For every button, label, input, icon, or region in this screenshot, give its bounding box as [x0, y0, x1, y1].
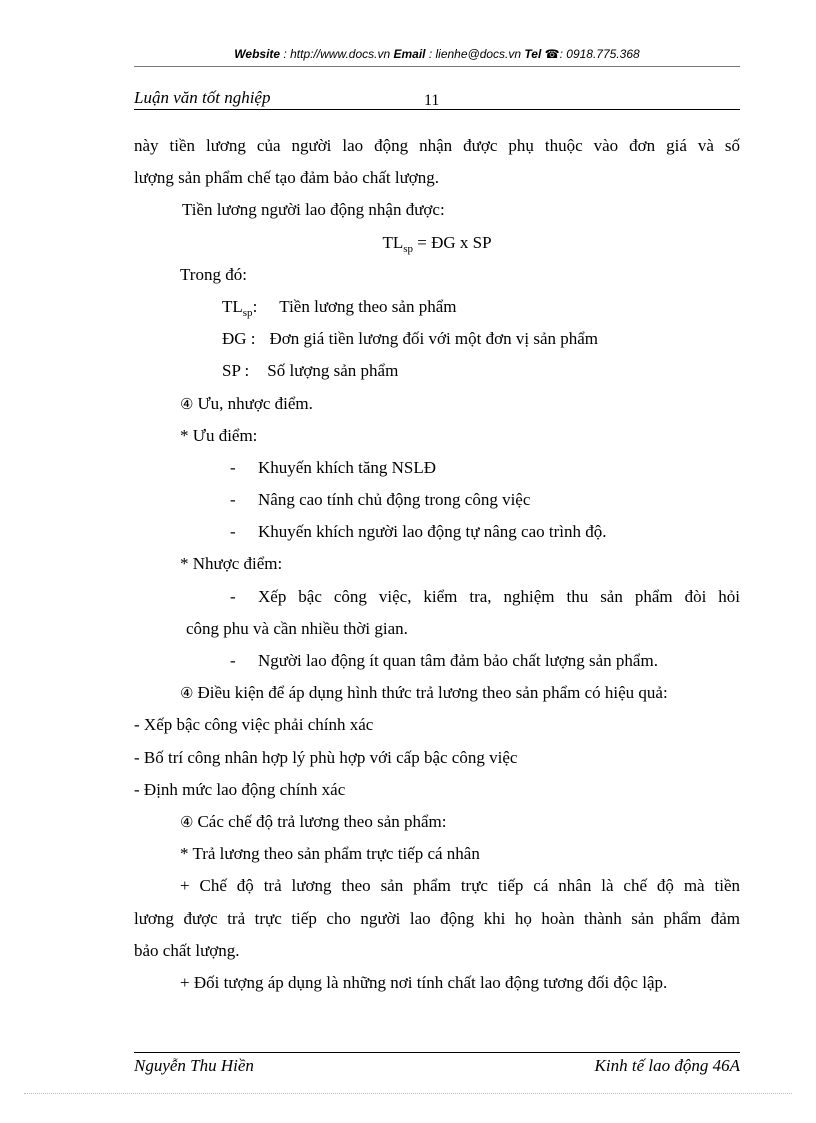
paragraph-line: lượng sản phẩm chế tạo đảm bảo chất lượng.: [134, 168, 440, 188]
list-item-text: Người lao động ít quan tâm đảm bảo chất lượng sản phẩm.: [258, 651, 658, 670]
tel-label: Tel: [524, 47, 542, 61]
list-item: [134, 516, 740, 548]
section-heading-text: Các chế độ trả lương theo sản phẩm:: [197, 811, 447, 831]
page-body: [134, 130, 740, 999]
definition-heading: Trong đó:: [180, 264, 247, 284]
list-item-text: Khuyến khích tăng NSLĐ: [258, 457, 437, 477]
condition-item: - Bố trí công nhân hợp lý phù hợp với cấp bậc công việc: [134, 747, 518, 767]
email-value: : lienhe@docs.vn: [425, 47, 525, 61]
definition-colon: :: [252, 296, 258, 316]
definition-symbol: TL: [222, 296, 243, 316]
phone-icon: ☎: [544, 47, 560, 61]
formula-subscript: sp: [403, 242, 413, 255]
list-item: [134, 452, 740, 484]
dash-bullet: -: [230, 586, 236, 606]
definition-symbol: SP :: [222, 361, 250, 381]
dash-bullet: -: [230, 457, 236, 477]
list-item-text: Nâng cao tính chủ động trong công việc: [258, 490, 531, 510]
website-label: Website: [234, 47, 281, 61]
paragraph-line: + Đối tượng áp dụng là những nơi tính chất lao động tương đối độc lập.: [180, 972, 668, 992]
list-item: [134, 581, 740, 613]
paragraph-line: lương được trả trực tiếp cho người lao động khi họ hoàn thành sản phẩm đảm: [134, 908, 740, 928]
footer-divider: [134, 1052, 740, 1053]
definition-text: Tiền lương theo sản phẩm: [279, 296, 457, 316]
page-bottom-dotted-line: [24, 1093, 792, 1094]
site-contact-bar: [134, 47, 740, 61]
circled-bullet-icon: ④: [180, 686, 194, 703]
definition-row: [134, 291, 740, 323]
list-item-text: Xếp bậc công việc, kiểm tra, nghiệm thu sản phẩm đòi hỏi: [258, 586, 740, 606]
tel-value: : 0918.775.368: [559, 47, 640, 61]
top-divider: [134, 66, 740, 67]
circled-bullet-icon: ④: [180, 396, 194, 413]
condition-item: - Xếp bậc công việc phải chính xác: [134, 715, 374, 735]
subsection-heading: * Trả lương theo sản phẩm trực tiếp cá nhân: [180, 844, 480, 864]
formula-expression: = ĐG x SP: [413, 232, 492, 252]
definition-text: Số lượng sản phẩm: [267, 361, 399, 381]
definition-symbol: ĐG :: [222, 329, 256, 349]
list-item: [134, 645, 740, 677]
definition-row: [134, 323, 740, 355]
paragraph-line: + Chế độ trả lương theo sản phẩm trực tiếp cá nhân là chế độ mà tiền: [180, 876, 740, 896]
circled-bullet-icon: ④: [180, 814, 194, 831]
condition-item: - Định mức lao động chính xác: [134, 779, 346, 799]
section-heading: [134, 388, 740, 420]
document-title: Luận văn tốt nghiệp: [134, 88, 271, 107]
section-heading: [134, 806, 740, 838]
dash-bullet: -: [230, 490, 236, 510]
formula: [134, 227, 740, 259]
website-value: : http://www.docs.vn: [280, 47, 394, 61]
author-name: Nguyễn Thu Hiền: [134, 1056, 254, 1075]
definition-text: Đơn giá tiền lương đối với một đơn vị sản phẩm: [269, 329, 599, 349]
header-divider: [134, 109, 740, 110]
section-heading: [134, 677, 740, 709]
dash-bullet: -: [230, 522, 236, 542]
page-number: 11: [424, 92, 440, 109]
formula-symbol: TL: [382, 232, 404, 252]
list-item: [134, 484, 740, 516]
paragraph-line: này tiền lương của người lao động nhận được phụ thuộc vào đơn giá và số: [134, 136, 740, 155]
section-heading-text: Điều kiện để áp dụng hình thức trả lương theo sản phẩm có hiệu quả:: [197, 683, 668, 703]
definition-subscript: sp: [242, 306, 253, 319]
subsection-heading: * Nhược điểm:: [180, 554, 283, 574]
list-item-continuation: công phu và cần nhiều thời gian.: [186, 618, 408, 638]
paragraph-line: bảo chất lượng.: [134, 940, 240, 960]
class-name: Kinh tế lao động 46A: [594, 1056, 740, 1075]
dash-bullet: -: [230, 651, 236, 670]
email-label: Email: [393, 47, 426, 61]
definition-row: [134, 355, 740, 387]
list-item-text: Khuyến khích người lao động tự nâng cao trình độ.: [258, 522, 607, 542]
paragraph-line: Tiền lương người lao động nhận được:: [182, 200, 445, 220]
section-heading-text: Ưu, nhược điểm.: [197, 393, 313, 413]
subsection-heading: * Ưu điểm:: [180, 425, 258, 445]
